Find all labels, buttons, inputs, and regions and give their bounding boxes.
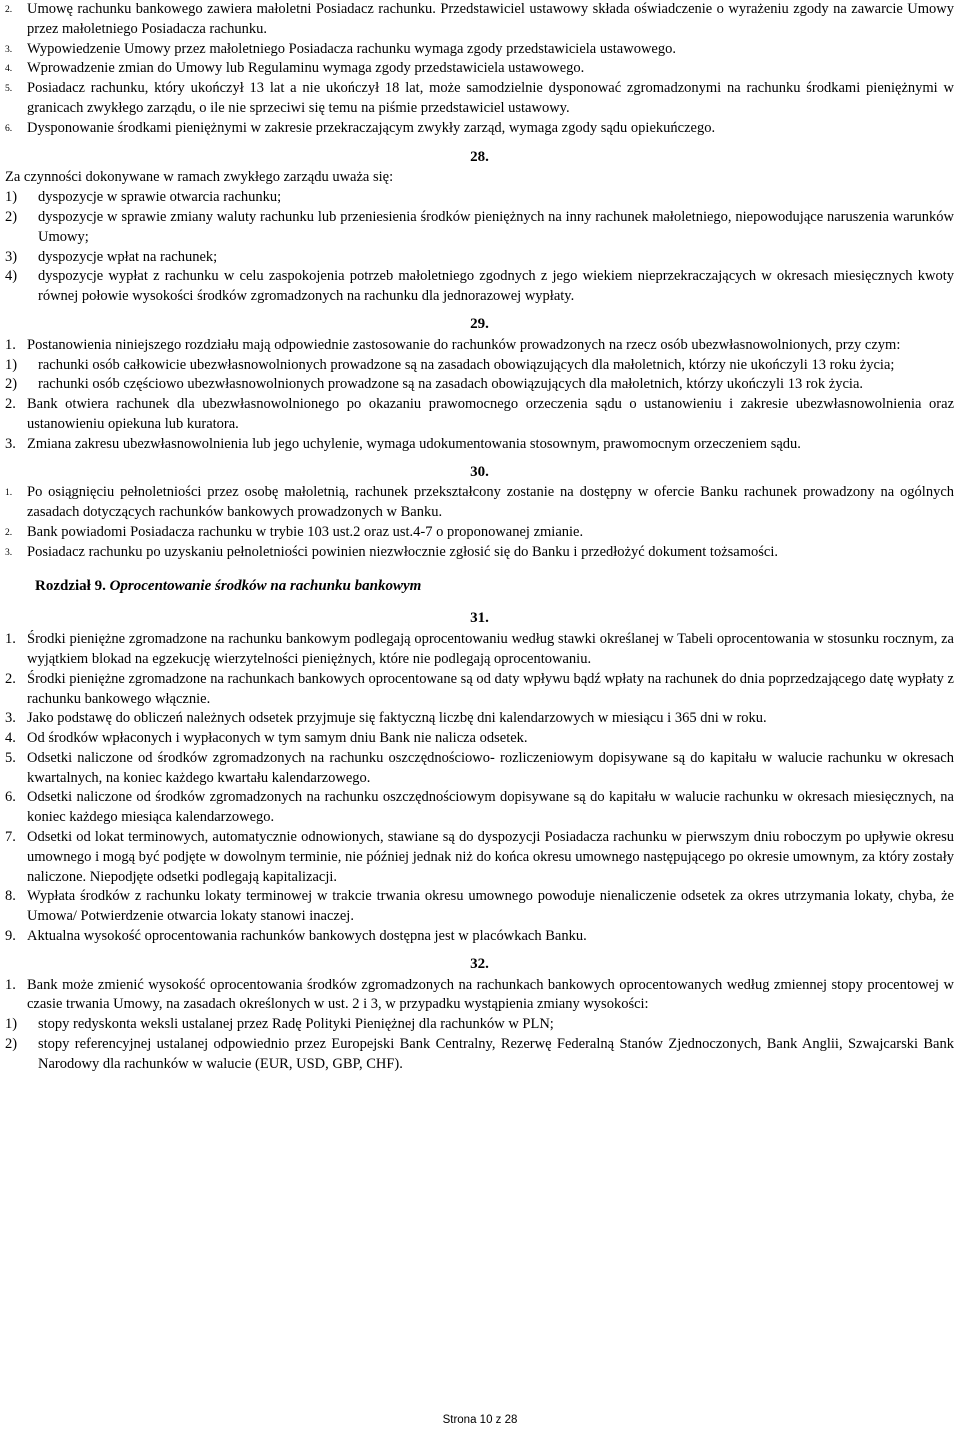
list-item: 4) dyspozycje wypłat z rachunku w celu zaspokojenia potrzeb małoletniego zgodnych z jego wiekiem nieprzekraczających w okresach miesięcznych kwoty równej połowie wysokości środków zgromadzonych na rachunku dla jednorazowej wypłaty. [5, 268, 954, 305]
list-item: 4. Od środków wpłaconych i wypłaconych w tym samym dniu Bank nie nalicza odsetek. [5, 730, 528, 747]
page-footer: Strona 10 z 28 [442, 1414, 518, 1426]
list-item: 6. Odsetki naliczone od środków zgromadzonych na rachunku oszczędnościowym dopisywane są do kapitału w walucie rachunku w okresach miesięcznych, na koniec każdego miesiąca kalendarzowego. [5, 789, 954, 826]
list-item: 1. Bank może zmienić wysokość oprocentowania środków zgromadzonych na rachunkach bankowych oprocentowanych według zmiennej stopy procentowej w czasie trwania Umowy, na zasadach określonych w ust. 2 i 3, w przypadku wystąpienia zmiany wysokości: [5, 976, 954, 1013]
list-item: 3. Zmiana zakresu ubezwłasnowolnienia lub jego uchylenie, wymaga udokumentowania stosownym, prawomocnym orzeczeniem sądu. [5, 435, 801, 452]
chapter-heading [35, 577, 954, 597]
section-28-intro: Za czynności dokonywane w ramach zwykłego zarządu uważa się: [5, 169, 394, 186]
list-item: 1. Postanowienia niniejszego rozdziału mają odpowiednie zastosowanie do rachunków prowadzonych na rzecz osób ubezwłasnowolnionych, przy czym: [5, 336, 901, 353]
list-item: 3. Wypowiedzenie Umowy przez małoletniego Posiadacza rachunku wymaga zgody przedstawiciela ustawowego. [5, 40, 676, 57]
list-item: 9. Aktualna wysokość oprocentowania rachunków bankowych dostępna jest w placówkach Banku. [5, 928, 587, 945]
list-item: 3. Jako podstawę do obliczeń należnych odsetek przyjmuje się faktyczną liczbę dni kalendarzowych w miesiącu i 365 dni w roku. [5, 710, 767, 727]
list-item: 5. Odsetki naliczone od środków zgromadzonych na rachunku oszczędnościowo- rozliczeniowym dopisywane są do kapitału w walucie rachunku w okresach kwartalnych, na koniec każdego kwartału kalendarzowego. [5, 749, 954, 786]
list-item: 1) dyspozycje w sprawie otwarcia rachunku; [5, 189, 282, 206]
section-heading-28: 28. [470, 148, 489, 165]
list-item: 2. Środki pieniężne zgromadzone na rachunkach bankowych oprocentowane są od daty wpływu bądź wpłaty na rachunek do dnia poprzedzającego datę wypłaty z rachunku bankowego włącznie. [5, 670, 954, 707]
list-item: 5. Posiadacz rachunku, który ukończył 13 lat a nie ukończył 18 lat, może samodzielnie dysponować zgromadzonymi na rachunku środkami pieniężnymi w granicach zwykłego zarządu, o ile nie sprzeciwi się temu na piśmie przedstawiciel ustawowy. [5, 80, 954, 116]
section-heading-32: 32. [470, 955, 489, 972]
list-item: 6. Dysponowanie środkami pieniężnymi w zakresie przekraczającym zwykły zarząd, wymaga zgody sądu opiekuńczego. [5, 119, 716, 136]
list-item: 1. Środki pieniężne zgromadzone na rachunku bankowym podlegają oprocentowaniu według stawki określanej w Tabeli oprocentowania w stosunku rocznym, za wyjątkiem blokad na egzekucję wierzytelności pieniężnych, które nie podlegają oprocentowaniu. [5, 631, 954, 667]
list-item: 2. Umowę rachunku bankowego zawiera małoletni Posiadacz rachunku. Przedstawiciel ustawowy składa oświadczenie o wyrażeniu zgody na zawarcie Umowy przez małoletniego Posiadacza rachunku. [5, 1, 954, 37]
list-item: 1. Po osiągnięciu pełnoletniości przez osobę małoletnią, rachunek przekształcony zostanie na dostępny w ofercie Banku rachunek prowadzony na ogólnych zasadach dotyczących rachunków bankowych prowadzonych w Banku. [5, 484, 954, 521]
list-item: 2) stopy referencyjnej ustalanej odpowiednio przez Europejski Bank Centralny, Rezerwę Federalną Stanów Zjednoczonych, Bank Anglii, Szwajcarski Bank Narodowy dla rachunków w walucie (EUR, USD, GBP, CHF). [5, 1036, 954, 1072]
list-item: 1) rachunki osób całkowicie ubezwłasnowolnionych prowadzone są na zasadach obowiązujących dla małoletnich, którzy nie ukończyli 13 roku życia; [5, 356, 895, 373]
section-heading-31: 31. [470, 610, 489, 627]
list-item: 2. Bank otwiera rachunek dla ubezwłasnowolnionego po okazaniu prawomocnego orzeczenia sądu o ustanowieniu i zakresie ubezwłasnowolnienia oraz ustanowieniu opiekuna lub kuratora. [5, 396, 954, 432]
list-item: 2) rachunki osób częściowo ubezwłasnowolnionych prowadzone są na zasadach obowiązujących dla małoletnich, którzy ukończyli 13 rok życia. [5, 376, 863, 393]
section-heading-30: 30. [470, 463, 489, 480]
list-item: 2. Bank powiadomi Posiadacza rachunku w trybie 103 ust.2 oraz ust.4-7 o proponowanej zmianie. [5, 523, 584, 540]
chapter-label: Rozdział 9. [35, 577, 106, 594]
section-heading-29: 29. [470, 315, 489, 332]
chapter-title: Oprocentowanie środków na rachunku bankowym [109, 577, 422, 594]
list-item: 2) dyspozycje w sprawie zmiany waluty rachunku lub przeniesienia środków pieniężnych na inny rachunek małoletniego, niepowodujące naruszenia warunków Umowy; [5, 208, 954, 245]
top-items [5, 0, 954, 139]
list-item: 8. Wypłata środków z rachunku lokaty terminowej w trakcie trwania okresu umownego powoduje nienaliczenie odsetek za okres utrzymania lokaty, chyba, że Umowa/ Potwierdzenie otwarcia lokaty stanowi inaczej. [5, 888, 954, 925]
list-item: 3. Posiadacz rachunku po uzyskaniu pełnoletniości powinien niezwłocznie zgłosić się do Banku i przedłożyć dokument tożsamości. [5, 543, 778, 560]
list-item: 3) dyspozycje wpłat na rachunek; [5, 248, 218, 265]
list-item: 4. Wprowadzenie zmian do Umowy lub Regulaminu wymaga zgody przedstawiciela ustawowego. [5, 60, 585, 77]
list-item: 1) stopy redyskonta weksli ustalanej przez Radę Polityki Pieniężnej dla rachunków w PLN; [5, 1016, 554, 1033]
list-item: 7. Odsetki od lokat terminowych, automatycznie odnowionych, stawiane są do dyspozycji Posiadacza rachunku w pierwszym dniu roboczym po upływie okresu umownego i mogą być podjęte w dowolnym terminie, nie później jednak niż do końca okresu umownego następującego po okresie umownym, za który zostały naliczone. Niepodjęte odsetki podlegają kapitalizacji. [5, 829, 954, 885]
